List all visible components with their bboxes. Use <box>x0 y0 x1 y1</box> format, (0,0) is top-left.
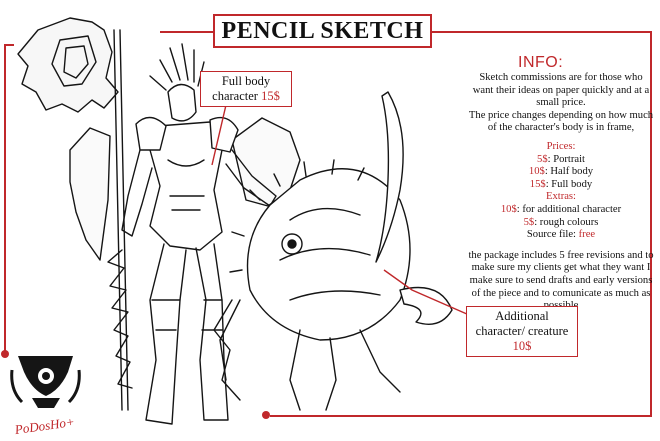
price-half-body: 10$: Half body <box>528 166 594 178</box>
extras-heading: Extras: <box>545 191 576 203</box>
artist-logo <box>8 350 83 436</box>
package-note: the package includes 5 free revisions and to make sure my clients get what they want I make sure to send drafts and early versions of the piece and to comunicate as much as <box>468 249 654 299</box>
info-intro: Sketch commissions are for those who want their ideas on paper quickly and at a small price. <box>472 72 650 109</box>
source-file: Source file: free <box>526 229 596 241</box>
logo-emblem-icon <box>8 350 83 436</box>
extra-additional-character: 10$: for additional character <box>500 203 622 215</box>
page-title: PENCIL SKETCH <box>221 17 424 44</box>
full-body-label: Full body character 15$ <box>200 71 292 107</box>
info-panel <box>468 72 654 313</box>
title-banner <box>213 14 432 48</box>
price-full-body: 15$: Full body <box>529 178 593 190</box>
additional-character-label: Additional character/ creature 10$ <box>466 306 578 357</box>
price-portrait: 5$: Portrait <box>537 153 585 165</box>
extra-rough-colours: 5$: rough colours <box>523 216 599 228</box>
info-heading: INFO: <box>518 54 564 71</box>
info-price-note: The price changes depending on how much of the character's body is in frame, <box>468 109 654 134</box>
prices-heading: Prices: <box>546 140 576 152</box>
logo-signature: PoDosHo+ <box>13 413 76 436</box>
